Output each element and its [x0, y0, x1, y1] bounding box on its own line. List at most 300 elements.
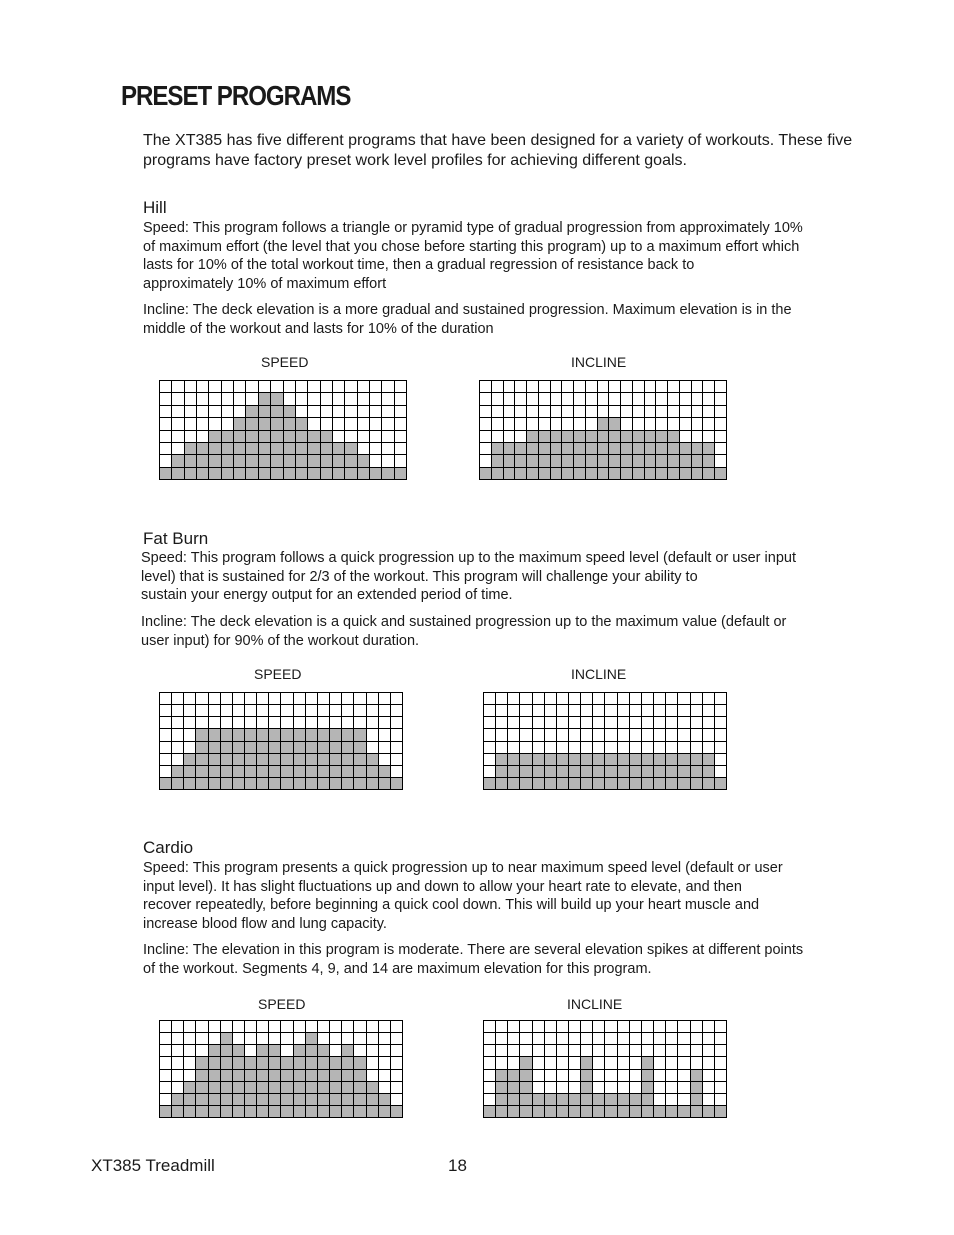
profile-cell-filled — [196, 778, 207, 789]
profile-cell-filled — [666, 778, 677, 789]
profile-cell-empty — [678, 1045, 689, 1056]
profile-cell-empty — [569, 1045, 580, 1056]
profile-cell-empty — [358, 381, 369, 392]
profile-cell-filled — [527, 431, 538, 442]
profile-cell-filled — [306, 1094, 317, 1105]
fat-burn-incline-label: INCLINE — [571, 666, 627, 682]
profile-cell-empty — [515, 381, 526, 392]
profile-cell-empty — [184, 1021, 195, 1032]
profile-cell-empty — [557, 1057, 568, 1068]
profile-cell-filled — [257, 1045, 268, 1056]
profile-cell-empty — [296, 381, 307, 392]
hill-incline-label: INCLINE — [571, 354, 627, 370]
profile-cell-empty — [308, 381, 319, 392]
profile-cell-empty — [515, 393, 526, 404]
profile-cell-empty — [508, 693, 519, 704]
profile-cell-empty — [306, 717, 317, 728]
profile-cell-empty — [715, 455, 726, 466]
profile-cell-empty — [391, 1070, 402, 1081]
profile-cell-empty — [308, 418, 319, 429]
profile-cell-empty — [370, 393, 381, 404]
profile-cell-filled — [259, 393, 270, 404]
profile-cell-empty — [527, 381, 538, 392]
profile-cell-empty — [557, 717, 568, 728]
profile-cell-empty — [515, 406, 526, 417]
profile-cell-filled — [605, 766, 616, 777]
profile-cell-empty — [630, 705, 641, 716]
profile-cell-empty — [294, 1033, 305, 1044]
profile-cell-filled — [221, 1057, 232, 1068]
profile-cell-empty — [184, 717, 195, 728]
profile-cell-empty — [654, 1021, 665, 1032]
section-title-cardio: Cardio — [143, 838, 194, 857]
profile-cell-empty — [257, 693, 268, 704]
profile-cell-filled — [245, 778, 256, 789]
profile-cell-empty — [618, 1082, 629, 1093]
profile-cell-empty — [370, 443, 381, 454]
profile-cell-filled — [504, 455, 515, 466]
page-title: PRESET PROGRAMS — [121, 80, 351, 111]
profile-cell-empty — [678, 1033, 689, 1044]
profile-cell-filled — [633, 431, 644, 442]
profile-cell-empty — [539, 418, 550, 429]
profile-cell-empty — [345, 406, 356, 417]
profile-cell-empty — [370, 455, 381, 466]
profile-cell-filled — [593, 754, 604, 765]
profile-cell-filled — [533, 766, 544, 777]
profile-cell-empty — [633, 381, 644, 392]
profile-cell-empty — [618, 1057, 629, 1068]
profile-cell-empty — [245, 1033, 256, 1044]
profile-cell-empty — [703, 1094, 714, 1105]
profile-cell-empty — [259, 381, 270, 392]
profile-cell-empty — [222, 406, 233, 417]
profile-cell-empty — [367, 1033, 378, 1044]
profile-cell-filled — [245, 1106, 256, 1117]
profile-cell-empty — [321, 381, 332, 392]
profile-cell-empty — [379, 1021, 390, 1032]
profile-cell-empty — [654, 1082, 665, 1093]
profile-cell-empty — [533, 729, 544, 740]
profile-cell-empty — [492, 431, 503, 442]
profile-cell-empty — [545, 1070, 556, 1081]
profile-cell-empty — [496, 717, 507, 728]
profile-cell-filled — [284, 406, 295, 417]
profile-cell-filled — [367, 754, 378, 765]
profile-cell-filled — [209, 1045, 220, 1056]
profile-cell-empty — [233, 1021, 244, 1032]
profile-cell-empty — [621, 418, 632, 429]
profile-cell-filled — [296, 418, 307, 429]
profile-cell-filled — [621, 443, 632, 454]
profile-cell-empty — [609, 381, 620, 392]
profile-cell-empty — [715, 717, 726, 728]
profile-cell-filled — [496, 1082, 507, 1093]
profile-cell-empty — [391, 1033, 402, 1044]
profile-cell-filled — [621, 431, 632, 442]
profile-cell-empty — [367, 705, 378, 716]
profile-cell-empty — [508, 729, 519, 740]
profile-cell-filled — [306, 742, 317, 753]
profile-cell-empty — [345, 381, 356, 392]
profile-cell-empty — [581, 742, 592, 753]
profile-cell-filled — [245, 729, 256, 740]
profile-cell-filled — [586, 468, 597, 479]
profile-cell-filled — [645, 455, 656, 466]
profile-cell-filled — [539, 431, 550, 442]
profile-cell-empty — [520, 693, 531, 704]
profile-cell-empty — [581, 717, 592, 728]
profile-cell-filled — [184, 778, 195, 789]
profile-cell-empty — [605, 742, 616, 753]
profile-cell-filled — [245, 1070, 256, 1081]
profile-cell-filled — [367, 766, 378, 777]
fat-burn-speed-text: Speed: This program follows a quick progression up to the maximum speed level (default or user input level) that is sustained for 2/3 of the workout. This program will challenge your ability to sustain your energy output for an extended period of time. — [141, 550, 796, 604]
profile-cell-filled — [496, 1106, 507, 1117]
profile-cell-filled — [354, 1082, 365, 1093]
profile-cell-filled — [196, 742, 207, 753]
profile-cell-empty — [533, 1045, 544, 1056]
profile-cell-empty — [520, 705, 531, 716]
profile-cell-filled — [508, 1070, 519, 1081]
profile-cell-empty — [715, 1070, 726, 1081]
profile-cell-empty — [618, 1045, 629, 1056]
profile-cell-filled — [545, 1106, 556, 1117]
profile-cell-empty — [379, 754, 390, 765]
profile-cell-filled — [221, 778, 232, 789]
profile-cell-empty — [654, 742, 665, 753]
profile-cell-filled — [321, 455, 332, 466]
profile-cell-empty — [391, 729, 402, 740]
profile-cell-filled — [480, 468, 491, 479]
profile-cell-empty — [715, 381, 726, 392]
profile-cell-filled — [284, 468, 295, 479]
profile-cell-filled — [520, 1094, 531, 1105]
profile-cell-empty — [557, 705, 568, 716]
profile-cell-filled — [185, 468, 196, 479]
profile-cell-empty — [354, 705, 365, 716]
profile-cell-empty — [209, 1021, 220, 1032]
profile-cell-empty — [492, 381, 503, 392]
profile-cell-filled — [703, 455, 714, 466]
profile-cell-filled — [271, 443, 282, 454]
profile-cell-empty — [354, 1045, 365, 1056]
profile-cell-empty — [185, 381, 196, 392]
profile-cell-empty — [257, 705, 268, 716]
profile-cell-empty — [656, 406, 667, 417]
profile-cell-empty — [395, 393, 406, 404]
profile-cell-empty — [508, 1021, 519, 1032]
profile-cell-empty — [654, 729, 665, 740]
profile-cell-empty — [605, 1021, 616, 1032]
profile-cell-filled — [234, 468, 245, 479]
profile-cell-filled — [593, 1094, 604, 1105]
cardio-incline-text: Incline: The elevation in this program is moderate. There are several elevation spikes at different points of the workout. Segments 4, 9, and 14 are maximum elevation for this program. — [143, 942, 804, 977]
profile-cell-empty — [656, 381, 667, 392]
profile-cell-empty — [520, 1033, 531, 1044]
profile-cell-empty — [666, 1094, 677, 1105]
profile-cell-filled — [257, 1057, 268, 1068]
profile-cell-empty — [185, 418, 196, 429]
profile-cell-filled — [562, 468, 573, 479]
profile-cell-filled — [160, 468, 171, 479]
profile-cell-filled — [680, 443, 691, 454]
profile-cell-empty — [296, 393, 307, 404]
profile-cell-filled — [391, 1106, 402, 1117]
profile-cell-filled — [379, 1094, 390, 1105]
profile-cell-empty — [234, 393, 245, 404]
profile-cell-empty — [581, 1045, 592, 1056]
profile-cell-filled — [496, 766, 507, 777]
profile-cell-filled — [668, 443, 679, 454]
profile-cell-empty — [221, 693, 232, 704]
profile-cell-filled — [691, 778, 702, 789]
profile-cell-empty — [281, 1021, 292, 1032]
profile-cell-empty — [692, 381, 703, 392]
profile-cell-empty — [172, 1033, 183, 1044]
profile-cell-filled — [284, 443, 295, 454]
profile-cell-filled — [654, 1106, 665, 1117]
profile-cell-filled — [593, 778, 604, 789]
profile-cell-filled — [222, 443, 233, 454]
profile-cell-filled — [354, 754, 365, 765]
profile-cell-filled — [221, 754, 232, 765]
profile-cell-empty — [562, 418, 573, 429]
hill-speed-text: Speed: This program follows a triangle or pyramid type of gradual progression from approximately 10% of maximum effort (the level that you chose before starting this program) up to a maximum effort which lasts for 10% of the total workout time, then a gradual regression of resistance back to approximately 10% of maximum effort — [143, 220, 803, 292]
profile-cell-empty — [703, 729, 714, 740]
profile-cell-empty — [296, 406, 307, 417]
profile-cell-empty — [703, 1082, 714, 1093]
profile-cell-filled — [691, 1094, 702, 1105]
profile-cell-filled — [281, 1106, 292, 1117]
profile-cell-empty — [691, 1057, 702, 1068]
profile-cell-empty — [484, 1057, 495, 1068]
profile-cell-empty — [520, 729, 531, 740]
profile-cell-empty — [370, 406, 381, 417]
profile-cell-filled — [172, 1106, 183, 1117]
profile-cell-empty — [715, 742, 726, 753]
profile-cell-empty — [172, 717, 183, 728]
profile-cell-empty — [333, 393, 344, 404]
profile-cell-filled — [598, 443, 609, 454]
profile-cell-filled — [321, 443, 332, 454]
profile-cell-empty — [318, 693, 329, 704]
profile-cell-filled — [642, 754, 653, 765]
profile-cell-filled — [527, 455, 538, 466]
profile-cell-empty — [306, 705, 317, 716]
profile-cell-empty — [333, 431, 344, 442]
profile-cell-filled — [342, 1070, 353, 1081]
profile-cell-empty — [605, 705, 616, 716]
profile-cell-filled — [367, 1094, 378, 1105]
profile-cell-filled — [196, 1057, 207, 1068]
profile-cell-empty — [395, 431, 406, 442]
profile-cell-empty — [574, 381, 585, 392]
profile-cell-empty — [680, 418, 691, 429]
profile-cell-empty — [504, 381, 515, 392]
profile-cell-empty — [593, 1033, 604, 1044]
profile-cell-filled — [160, 778, 171, 789]
profile-cell-empty — [185, 431, 196, 442]
fat-burn-speed-grid — [159, 692, 403, 790]
profile-cell-empty — [480, 431, 491, 442]
profile-cell-filled — [221, 1094, 232, 1105]
profile-cell-empty — [246, 393, 257, 404]
profile-cell-empty — [197, 406, 208, 417]
profile-cell-empty — [504, 406, 515, 417]
profile-cell-filled — [246, 431, 257, 442]
profile-cell-filled — [496, 754, 507, 765]
profile-cell-filled — [633, 455, 644, 466]
profile-cell-filled — [257, 729, 268, 740]
fat-burn-incline-grid — [483, 692, 727, 790]
profile-cell-filled — [668, 468, 679, 479]
profile-cell-empty — [330, 705, 341, 716]
profile-cell-empty — [586, 418, 597, 429]
profile-cell-filled — [306, 1057, 317, 1068]
profile-cell-filled — [318, 1082, 329, 1093]
profile-cell-filled — [271, 431, 282, 442]
profile-cell-filled — [294, 1094, 305, 1105]
profile-cell-filled — [345, 455, 356, 466]
profile-cell-empty — [172, 1045, 183, 1056]
profile-cell-empty — [342, 1021, 353, 1032]
profile-cell-empty — [233, 1033, 244, 1044]
profile-cell-empty — [245, 693, 256, 704]
profile-cell-filled — [221, 1070, 232, 1081]
profile-cell-filled — [533, 1106, 544, 1117]
profile-cell-empty — [703, 693, 714, 704]
profile-cell-empty — [609, 406, 620, 417]
profile-cell-filled — [234, 418, 245, 429]
profile-cell-empty — [496, 1033, 507, 1044]
profile-cell-empty — [668, 381, 679, 392]
profile-cell-filled — [318, 729, 329, 740]
profile-cell-filled — [257, 1070, 268, 1081]
profile-cell-empty — [354, 1033, 365, 1044]
profile-cell-filled — [330, 778, 341, 789]
profile-cell-empty — [551, 381, 562, 392]
profile-cell-empty — [692, 406, 703, 417]
profile-cell-empty — [654, 1045, 665, 1056]
profile-cell-empty — [480, 443, 491, 454]
profile-cell-filled — [703, 754, 714, 765]
profile-cell-empty — [703, 717, 714, 728]
profile-cell-empty — [284, 393, 295, 404]
profile-cell-filled — [246, 455, 257, 466]
profile-cell-filled — [586, 431, 597, 442]
profile-cell-empty — [172, 705, 183, 716]
profile-cell-empty — [504, 418, 515, 429]
profile-cell-empty — [209, 705, 220, 716]
profile-cell-filled — [668, 455, 679, 466]
profile-cell-filled — [197, 443, 208, 454]
profile-cell-empty — [666, 1070, 677, 1081]
profile-cell-empty — [480, 455, 491, 466]
profile-cell-empty — [233, 705, 244, 716]
profile-cell-filled — [354, 766, 365, 777]
profile-cell-empty — [618, 729, 629, 740]
profile-cell-empty — [618, 693, 629, 704]
profile-cell-empty — [209, 418, 220, 429]
profile-cell-empty — [533, 1057, 544, 1068]
profile-cell-empty — [539, 381, 550, 392]
profile-cell-empty — [508, 717, 519, 728]
profile-cell-empty — [345, 431, 356, 442]
profile-cell-filled — [520, 1106, 531, 1117]
profile-cell-empty — [160, 1021, 171, 1032]
profile-cell-empty — [197, 418, 208, 429]
profile-cell-empty — [160, 431, 171, 442]
profile-cell-filled — [342, 1082, 353, 1093]
profile-cell-filled — [691, 766, 702, 777]
profile-cell-empty — [160, 443, 171, 454]
profile-cell-empty — [496, 1021, 507, 1032]
profile-cell-filled — [354, 729, 365, 740]
profile-cell-filled — [330, 1082, 341, 1093]
profile-cell-filled — [330, 1070, 341, 1081]
profile-cell-filled — [318, 742, 329, 753]
profile-cell-empty — [654, 1070, 665, 1081]
section-title-hill: Hill — [143, 198, 167, 217]
profile-cell-empty — [545, 742, 556, 753]
profile-cell-empty — [395, 443, 406, 454]
profile-cell-filled — [296, 468, 307, 479]
profile-cell-empty — [184, 705, 195, 716]
profile-cell-empty — [257, 1033, 268, 1044]
profile-cell-filled — [618, 1094, 629, 1105]
profile-cell-filled — [306, 1033, 317, 1044]
profile-cell-empty — [533, 717, 544, 728]
profile-cell-empty — [630, 693, 641, 704]
profile-cell-empty — [333, 418, 344, 429]
profile-cell-empty — [569, 742, 580, 753]
profile-cell-filled — [551, 431, 562, 442]
profile-cell-empty — [221, 717, 232, 728]
profile-cell-empty — [382, 455, 393, 466]
profile-cell-filled — [382, 468, 393, 479]
profile-cell-empty — [666, 1033, 677, 1044]
profile-cell-filled — [330, 754, 341, 765]
profile-cell-filled — [257, 1106, 268, 1117]
profile-cell-empty — [160, 381, 171, 392]
profile-cell-empty — [184, 1070, 195, 1081]
profile-cell-filled — [246, 468, 257, 479]
profile-cell-filled — [605, 1094, 616, 1105]
profile-cell-empty — [691, 1021, 702, 1032]
profile-cell-empty — [484, 1045, 495, 1056]
profile-cell-empty — [633, 393, 644, 404]
profile-cell-empty — [160, 705, 171, 716]
profile-cell-filled — [586, 443, 597, 454]
profile-cell-empty — [574, 393, 585, 404]
profile-cell-filled — [281, 1057, 292, 1068]
profile-cell-empty — [269, 717, 280, 728]
profile-cell-filled — [691, 754, 702, 765]
profile-cell-empty — [234, 381, 245, 392]
profile-cell-filled — [196, 729, 207, 740]
profile-cell-empty — [703, 1021, 714, 1032]
profile-cell-filled — [321, 431, 332, 442]
profile-cell-empty — [345, 393, 356, 404]
profile-cell-empty — [172, 1057, 183, 1068]
hill-speed-grid — [159, 380, 407, 480]
profile-cell-empty — [358, 393, 369, 404]
profile-cell-filled — [294, 1045, 305, 1056]
profile-cell-filled — [545, 1094, 556, 1105]
profile-cell-filled — [222, 455, 233, 466]
profile-cell-filled — [367, 778, 378, 789]
